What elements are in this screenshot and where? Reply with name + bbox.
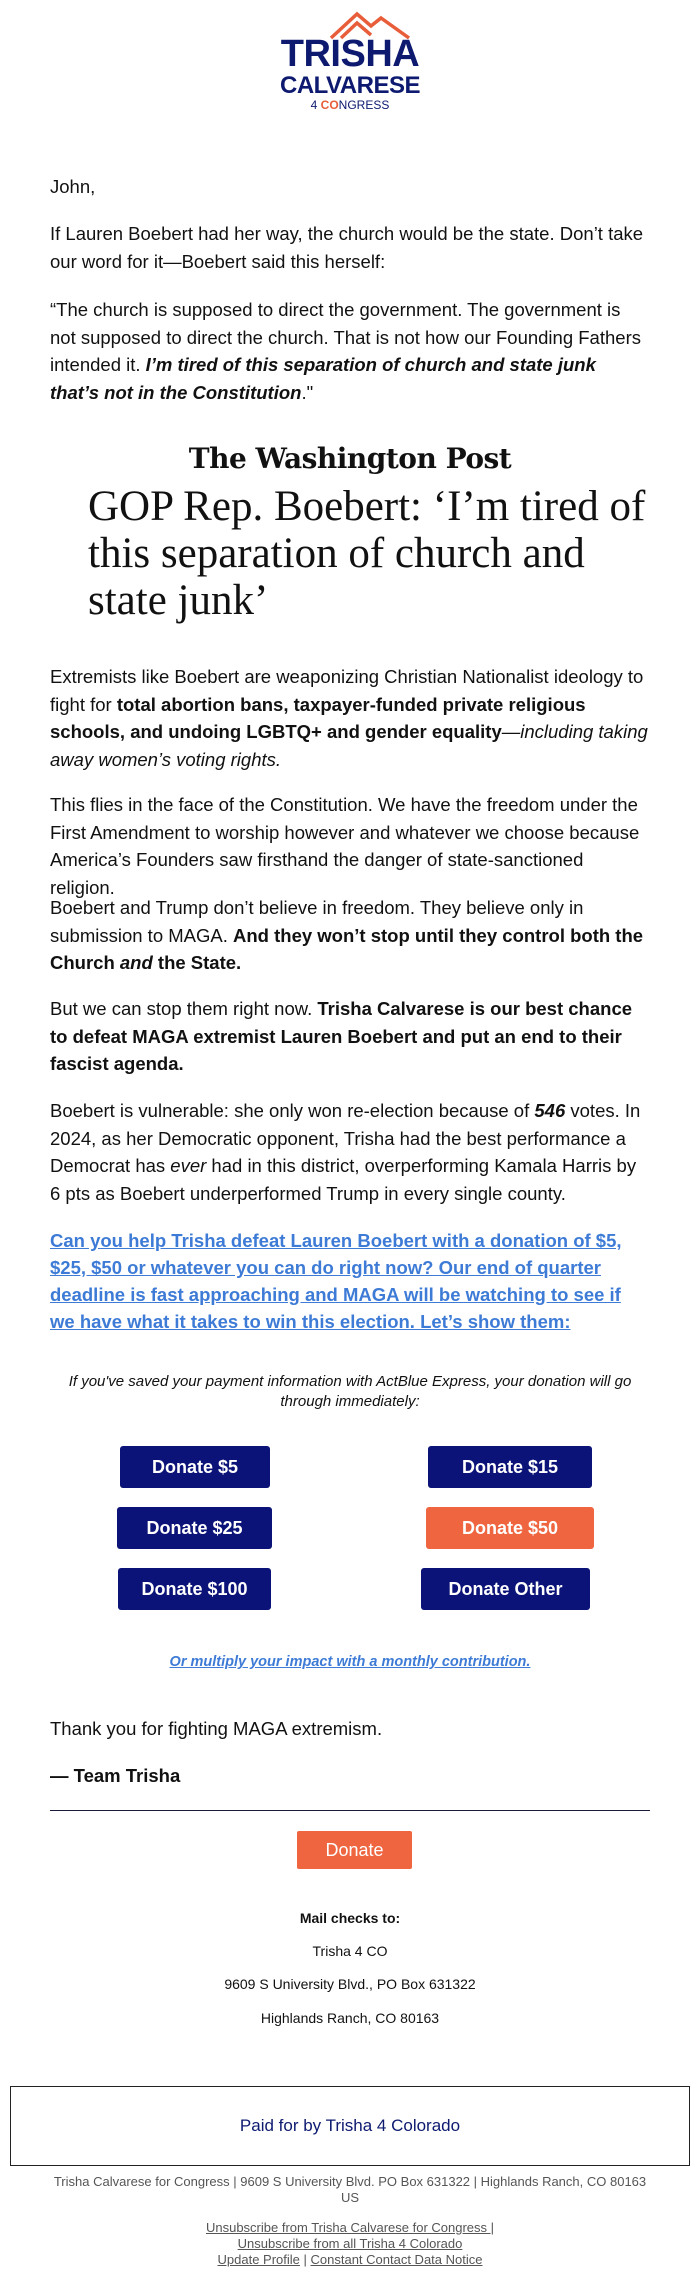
unsubscribe-all-link[interactable]: Unsubscribe from all Trisha 4 Colorado bbox=[237, 2236, 463, 2251]
donate-25-button[interactable]: Donate $25 bbox=[117, 1507, 272, 1549]
boebert-quote: “The church is supposed to direct the government. The government is not supposed to direct the church. That is not how our Founding Fathers intended it. I’m tired of this separation of church and state junk that’s not in the Constitution." bbox=[50, 299, 641, 403]
update-profile-link[interactable]: Update Profile bbox=[217, 2252, 300, 2267]
mail-recipient: Trisha 4 CO bbox=[312, 1943, 388, 1959]
washington-post-masthead: The Washington Post bbox=[188, 442, 512, 475]
footer-donate-button[interactable]: Donate bbox=[297, 1831, 412, 1869]
unsubscribe-campaign-link[interactable]: Unsubscribe from Trisha Calvarese for Congress | bbox=[205, 2220, 495, 2235]
footer-address: Trisha Calvarese for Congress | 9609 S University Blvd. PO Box 631322 | Highlands Ranch, CO 80163 US bbox=[53, 2174, 647, 2205]
extremists-paragraph: Extremists like Boebert are weaponizing Christian Nationalist ideology to fight for total abortion bans, taxpayer-funded private religious schools, and undoing LGBTQ+ and gender equality—including taking away women’s voting rights. bbox=[50, 666, 648, 770]
freedom-paragraph: Boebert and Trump don’t believe in freedom. They believe only in submission to MAGA. And they won’t stop until they control both the Church and the State. bbox=[50, 897, 644, 973]
actblue-express-note: If you've saved your payment information with ActBlue Express, your donation will go through immediately: bbox=[68, 1373, 632, 1410]
paid-for-disclaimer: Paid for by Trisha 4 Colorado bbox=[10, 2086, 690, 2166]
mail-city: Highlands Ranch, CO 80163 bbox=[260, 2010, 440, 2026]
article-headline: GOP Rep. Boebert: ‘I’m tired of this separation of church and state junk’ bbox=[88, 483, 646, 624]
donate-100-button[interactable]: Donate $100 bbox=[118, 1568, 271, 1610]
donation-ask-link[interactable]: Can you help Trisha defeat Lauren Boebert with a donation of $5, $25, $50 or whatever you can do right now? Our end of quarter deadline is fast approaching and MAGA will be watching to see if we have what it takes to win this election. Let’s show them: bbox=[50, 1230, 622, 1332]
donate-other-button[interactable]: Donate Other bbox=[421, 1568, 590, 1610]
constitution-paragraph: This flies in the face of the Constitution. We have the freedom under the First Amendment to worship however and whatever we choose because America’s Founders saw firsthand the danger of state-sanctioned religion. bbox=[50, 794, 640, 898]
stop-them-paragraph: But we can stop them right now. Trisha Calvarese is our best chance to defeat MAGA extremist Lauren Boebert and put an end to their fascist agenda. bbox=[50, 998, 633, 1074]
thank-you-text: Thank you for fighting MAGA extremism. bbox=[50, 1718, 383, 1739]
greeting: John, bbox=[50, 176, 96, 197]
monthly-contribution-link[interactable]: Or multiply your impact with a monthly contribution. bbox=[169, 1654, 531, 1670]
donate-50-button[interactable]: Donate $50 bbox=[426, 1507, 594, 1549]
donate-15-button[interactable]: Donate $15 bbox=[428, 1446, 592, 1488]
vulnerable-paragraph: Boebert is vulnerable: she only won re-election because of 546 votes. In 2024, as her Democratic opponent, Trisha had the best performance a Democrat has ever had in this district, overperforming Kamala Harris by 6 pts as Boebert underperformed Trump in every single county. bbox=[50, 1100, 641, 1204]
logo-first-name: TRISHA bbox=[280, 33, 420, 75]
intro-paragraph: If Lauren Boebert had her way, the church would be the state. Don’t take our word for it—Boebert said this herself: bbox=[50, 223, 644, 272]
campaign-logo bbox=[0, 34, 700, 112]
divider bbox=[50, 1810, 650, 1811]
logo-subtitle: 4 CONGRESS bbox=[310, 98, 390, 112]
mail-street: 9609 S University Blvd., PO Box 631322 bbox=[224, 1976, 476, 1992]
logo-last-name: CALVARESE bbox=[280, 72, 420, 99]
footer-links: Unsubscribe from Trisha Calvarese for Congress | Unsubscribe from all Trisha 4 Colorado Update Profile | Constant Contact Data Notice bbox=[205, 2220, 495, 2267]
donate-5-button[interactable]: Donate $5 bbox=[120, 1446, 270, 1488]
signoff: — Team Trisha bbox=[50, 1765, 181, 1786]
constant-contact-notice-link[interactable]: Constant Contact Data Notice bbox=[310, 2252, 483, 2267]
mail-checks-heading: Mail checks to: bbox=[299, 1910, 401, 1926]
